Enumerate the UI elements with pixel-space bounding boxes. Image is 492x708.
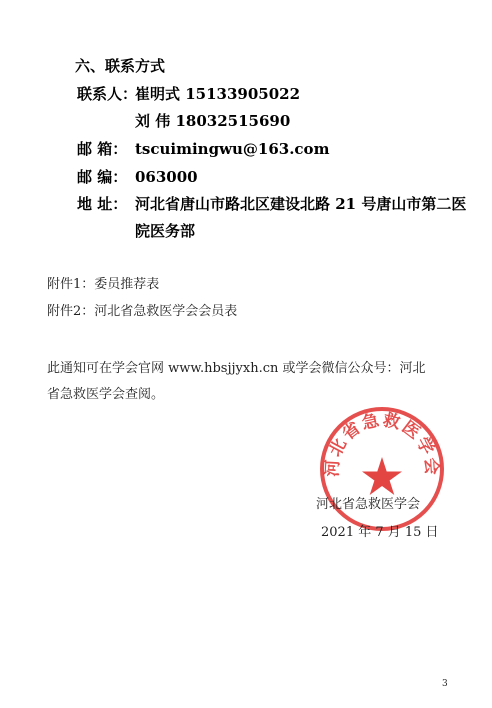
attachment-1: 附件1：委员推荐表 [47,277,160,292]
email-label: 邮 箱： [77,140,128,158]
page-number: 3 [442,679,448,689]
attachment-2: 附件2：河北省急救医学会会员表 [47,304,238,319]
contact-person-label: 联系人： [77,85,138,103]
signature-org: 河北省急救医学会 [316,497,421,512]
notice-line-1: 此通知可在学会官网 www.hbsjjyxh.cn 或学会微信公众号：河北 [47,361,426,376]
address-line-2: 院医务部 [135,222,196,240]
email-value: tscuimingwu@163.com [135,140,330,158]
contact-person-2: 刘 伟 18032515690 [135,112,291,130]
address-label: 地 址： [77,195,128,213]
zip-label: 邮 编： [77,168,128,186]
svg-text:河北省急救医学会: 河北省急救医学会 [322,410,442,478]
contact-person-1: 崔明式 15133905022 [135,85,301,103]
signature-date: 2021 年 7 月 15 日 [321,525,439,540]
notice-line-2: 省急救医学会查阅。 [47,387,165,402]
address-line-1: 河北省唐山市路北区建设北路 21 号唐山市第二医 [135,195,467,213]
section-heading: 六、联系方式 [75,57,166,75]
seal-star-icon [362,457,402,495]
zip-value: 063000 [135,168,198,186]
